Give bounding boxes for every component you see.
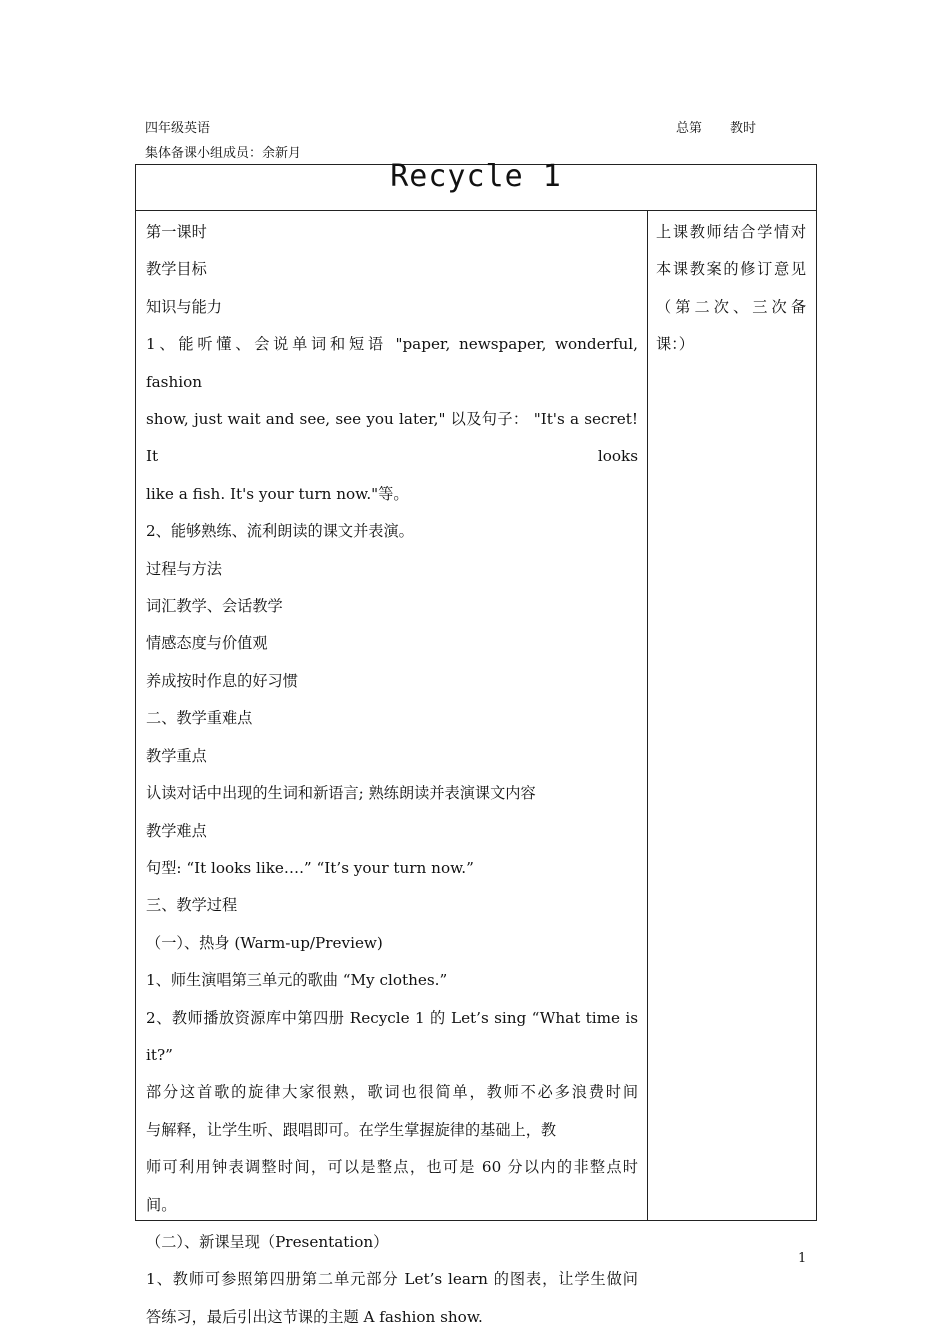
- content-line: 与解释，让学生听、跟唱即可。在学生掌握旋律的基础上，教: [146, 1120, 557, 1139]
- content-line: show, just wait and see, see you later," 以及句子： "It's a secret! It looks: [146, 410, 638, 466]
- group-members-label: 集体备课小组成员：余新月: [145, 146, 302, 161]
- content-line: 养成按时作息的好习惯: [146, 671, 298, 690]
- content-line: 2、教师播放资源库中第四册 Recycle 1 的 Let’s sing “What time is it?”: [146, 1008, 638, 1064]
- subject-label: 四年级英语: [145, 121, 211, 136]
- content-line: 1、能听懂、会说单词和短语 "paper, newspaper, wonderful, fashion: [146, 335, 638, 391]
- content-line: 间。: [146, 1195, 177, 1214]
- lesson-title: Recycle 1: [390, 159, 562, 194]
- column-divider: [647, 211, 648, 1220]
- content-line: 知识与能力: [146, 297, 222, 316]
- content-line: 第一课时: [146, 223, 207, 241]
- content-line: 句型: “It looks like….” “It’s your turn now.”: [146, 858, 474, 877]
- content-line: 认读对话中出现的生词和新语言; 熟练朗读并表演课文内容: [146, 784, 536, 803]
- content-line: 教学重点: [146, 746, 207, 765]
- content-line: 1、教师可参照第四册第二单元部分 Let’s learn 的图表，让学生做问: [146, 1270, 638, 1289]
- lesson-content: [146, 214, 638, 1336]
- lesson-plan-table: [135, 159, 817, 1326]
- content-line: 教学难点: [146, 821, 207, 840]
- content-line: 部分这首歌的旋律大家很熟，歌词也很简单，教师不必多浪费时间: [146, 1083, 638, 1102]
- page-number: 1: [798, 1251, 807, 1266]
- lesson-count-label: [676, 121, 756, 137]
- content-line: （一）、热身 (Warm-up/Preview): [146, 933, 383, 952]
- period-label: 教时: [730, 121, 757, 136]
- content-line: 过程与方法: [146, 559, 222, 578]
- side-note-line: 上课教师结合学情对: [656, 223, 806, 241]
- revision-notes: [656, 214, 806, 364]
- content-line: 三、教学过程: [146, 896, 238, 915]
- content-line: 情感态度与价值观: [146, 634, 268, 653]
- side-note-line: 本课教案的修订意见: [656, 260, 806, 279]
- total-label: 总第: [676, 121, 703, 136]
- content-line: like a fish. It's your turn now."等。: [146, 484, 409, 503]
- side-note-line: （第二次、三次备: [656, 297, 806, 316]
- title-row: [136, 159, 816, 211]
- content-line: 词汇教学、会话教学: [146, 597, 283, 616]
- content-line: 2、能够熟练、流利朗读的课文并表演。: [146, 522, 414, 541]
- content-line: （二）、新课呈现（Presentation）: [146, 1232, 389, 1251]
- content-line: 教学目标: [146, 260, 207, 279]
- content-line: 1、师生演唱第三单元的歌曲 “My clothes.”: [146, 971, 448, 990]
- content-line: 答练习，最后引出这节课的主题 A fashion show.: [146, 1307, 483, 1326]
- content-line: 师可利用钟表调整时间，可以是整点，也可是 60 分以内的非整点时: [146, 1158, 638, 1177]
- content-line: 二、教学重难点: [146, 709, 253, 728]
- side-note-line: 课：）: [656, 335, 694, 354]
